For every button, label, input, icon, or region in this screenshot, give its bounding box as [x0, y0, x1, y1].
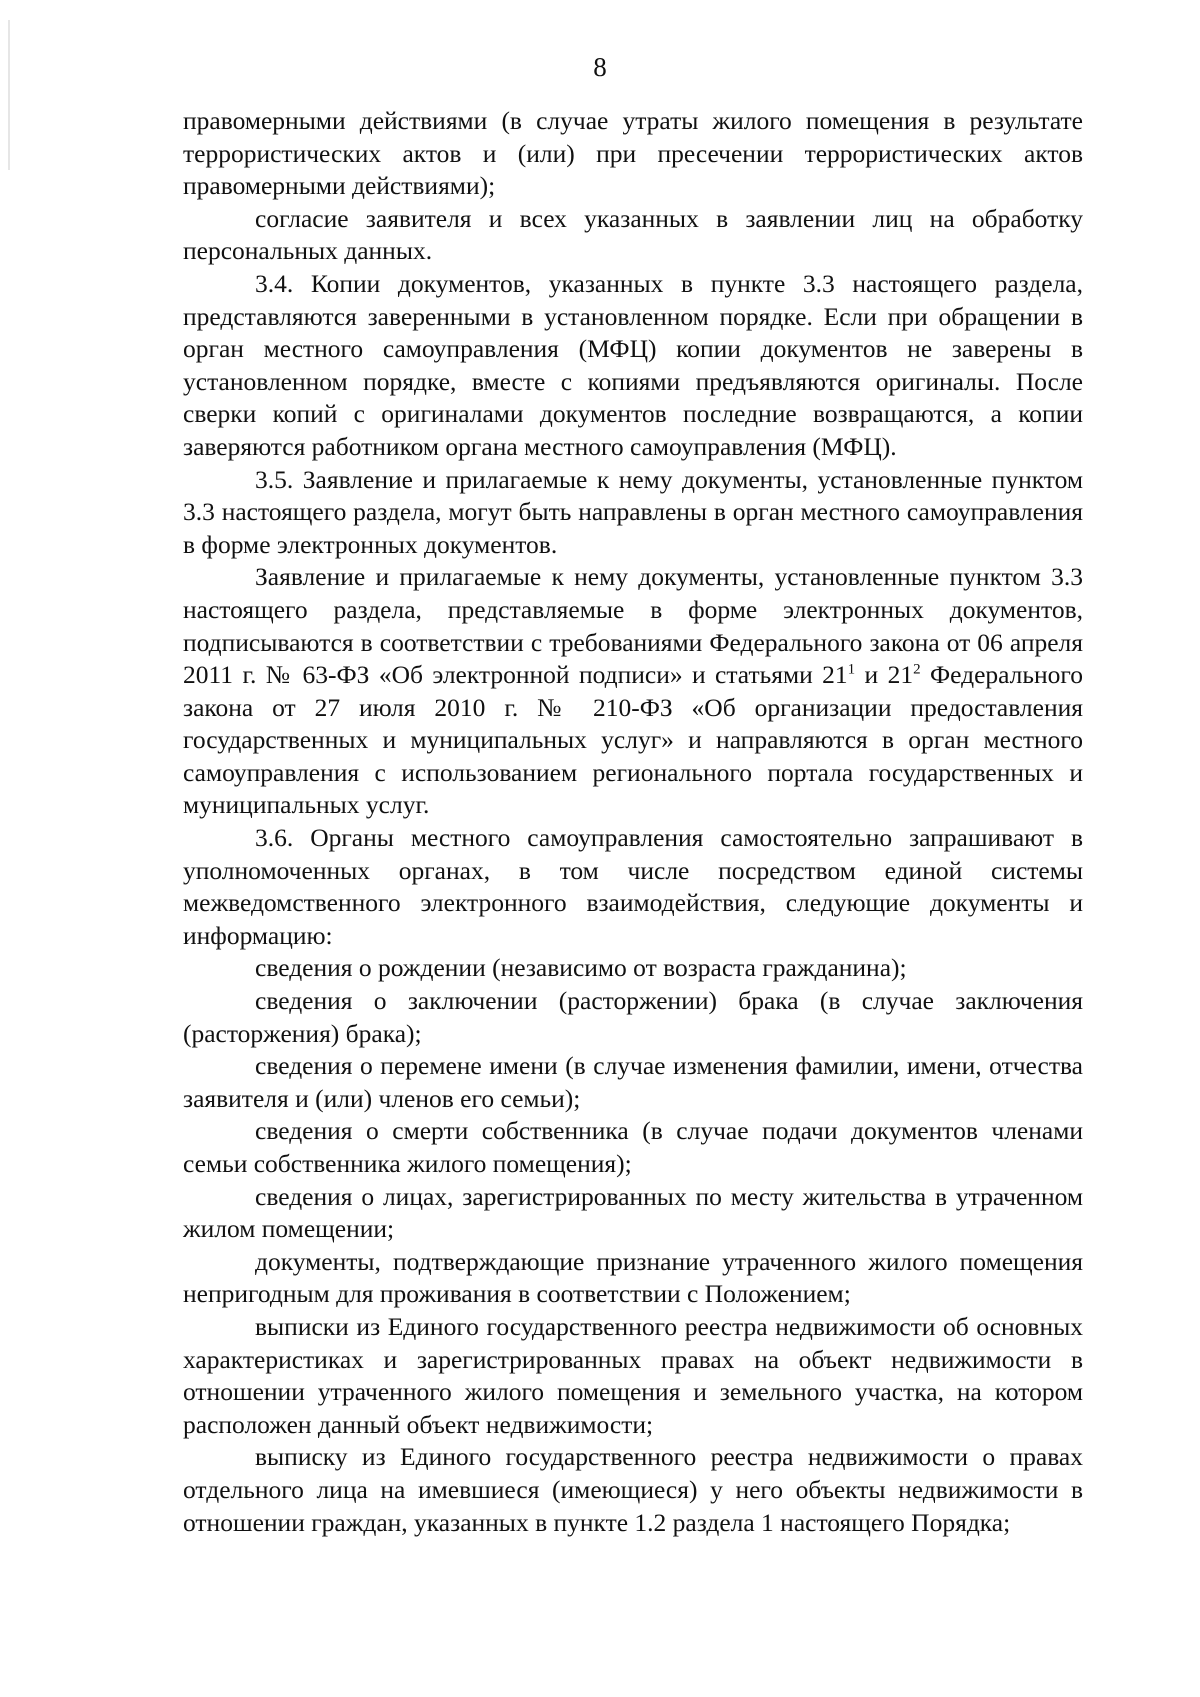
paragraph-3-5: 3.5. Заявление и прилагаемые к нему документы, установленные пунктом 3.3 настоящего раздела, могут быть направлены в орган местного самоуправления в форме электронных документов.: [183, 464, 1083, 559]
list-item-birth-info: сведения о рождении (независимо от возраста гражданина);: [255, 953, 907, 983]
list-item-unfit-housing-documents: документы, подтверждающие признание утраченного жилого помещения непригодным для проживания в соответствии с Положением;: [183, 1246, 1083, 1309]
paragraph-electronic-signing: [183, 561, 1083, 822]
paragraph-3-6: 3.6. Органы местного самоуправления самостоятельно запрашивают в уполномоченных органах, в том числе посредством единой системы межведомственного электронного взаимодействия, следующие документы и информацию:: [183, 823, 1083, 950]
paragraph-electronic-signing-part1: Заявление и прилагаемые к нему документы, установленные пунктом 3.3 настоящего раздела, представляемые в форме электронных документов, подписываются в соответствии с требованиями Федерального закона от 06 апреля 2011 г. № 63-ФЗ «Об электронной подписи» и статьями 21: [183, 562, 1083, 690]
superscript-2: 2: [913, 661, 921, 678]
list-item-egrn-rights-extract: выписку из Единого государственного реестра недвижимости о правах отдельного лица на имевшиеся (имеющиеся) у него объекты недвижимости в отношении граждан, указанных в пункте 1.2 раздела 1 настоящего Порядка;: [183, 1442, 1083, 1537]
document-body: [183, 105, 1083, 1539]
list-item-registered-persons-info: сведения о лицах, зарегистрированных по месту жительства в утраченном жилом помещении;: [183, 1181, 1083, 1244]
list-item-marriage-info: сведения о заключении (расторжении) брака (в случае заключения (расторжения) брака);: [183, 986, 1083, 1048]
paragraph-consent: согласие заявителя и всех указанных в заявлении лиц на обработку персональных данных.: [183, 203, 1083, 266]
paragraph-electronic-signing-part3: Федерального закона от 27 июля 2010 г. № 210-ФЗ «Об организации предоставления государственных и муниципальных услуг» и направляются в орган местного самоуправления с использованием регионального портала государственных и муниципальных услуг.: [183, 660, 1084, 820]
paragraph-3-4: 3.4. Копии документов, указанных в пункте 3.3 настоящего раздела, представляются заверенными в установленном порядке. Если при обращении в орган местного самоуправления (МФЦ) копии документов не заверены в установленном порядке, вместе с копиями предъявляются оригиналы. После сверки копий с оригиналами документов последние возвращаются, а копии заверяются работником органа местного самоуправления (МФЦ).: [183, 268, 1083, 461]
superscript-1: 1: [847, 661, 856, 678]
page-number: 8: [593, 52, 607, 82]
paragraph-electronic-signing-part2: и 21: [855, 660, 914, 690]
list-item-egrn-extracts: выписки из Единого государственного реестра недвижимости об основных характеристиках и зарегистрированных правах на объект недвижимости в отношении утраченного жилого помещения и земельного участка, на котором расположен данный объект недвижимости;: [183, 1311, 1083, 1439]
paragraph-continuation: правомерными действиями (в случае утраты жилого помещения в результате террористических актов и (или) при пресечении террористических актов правомерными действиями);: [183, 106, 1083, 201]
scan-edge-mark: [8, 20, 10, 170]
list-item-death-info: сведения о смерти собственника (в случае подачи документов членами семьи собственника жилого помещения);: [183, 1116, 1083, 1178]
list-item-name-change-info: сведения о перемене имени (в случае изменения фамилии, имени, отчества заявителя и (или) членов его семьи);: [183, 1051, 1083, 1113]
